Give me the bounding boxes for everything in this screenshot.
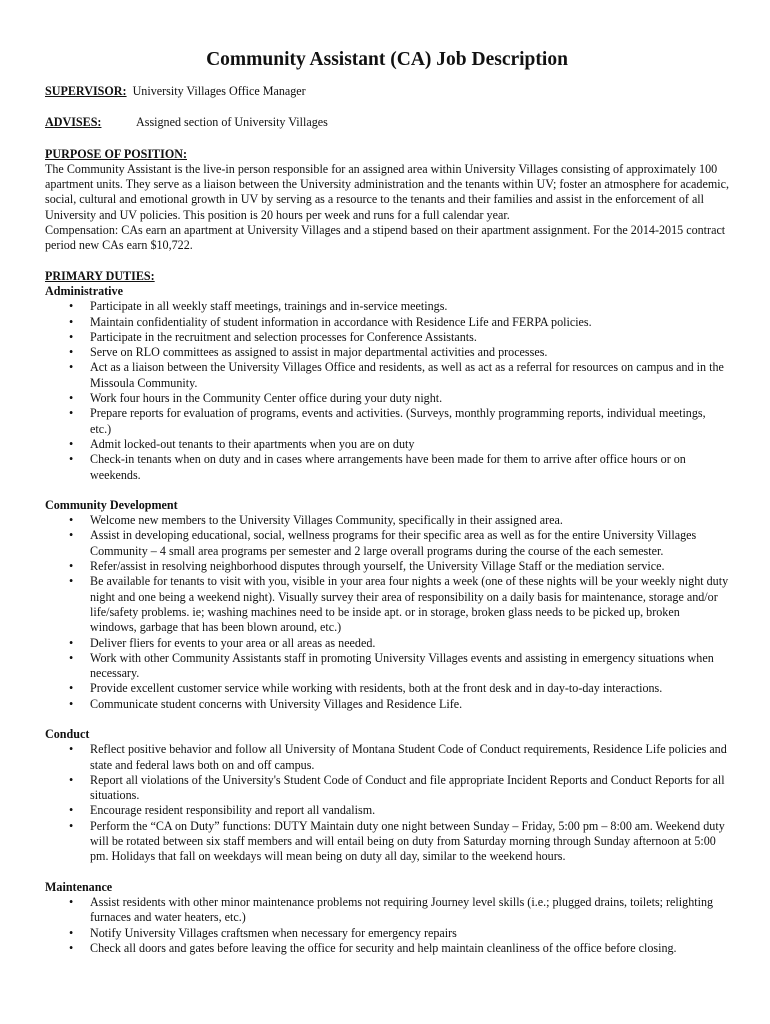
list-item: • Admit locked-out tenants to their apartments when you are on duty — [45, 437, 729, 452]
maintenance-list — [45, 895, 729, 956]
list-item: • Maintain confidentiality of student information in accordance with Residence Life and FERPA policies. — [45, 315, 729, 330]
list-item: • Reflect positive behavior and follow all University of Montana Student Code of Conduct requirements, Residence Life policies and state and federal laws both on and off campus. — [45, 742, 729, 773]
community-development-title: Community Development — [45, 497, 178, 512]
list-item: • Serve on RLO committees as assigned to assist in major departmental activities and processes. — [45, 345, 729, 360]
list-item: • Perform the “CA on Duty” functions: DUTY Maintain duty one night between Sunday – Friday, 5:00 pm – 8:00 am. Weekend duty will be rotated between six staff members and will entail being on duty from Saturday morning through Sunday afternoon at 5:00 pm. Holidays that fall on weekdays will mean being on duty all day, similar to the weekend hours. — [45, 819, 729, 865]
list-item: • Prepare reports for evaluation of programs, events and activities. (Surveys, monthly programming reports, individual meetings, etc.) — [45, 406, 729, 437]
list-item: • Participate in the recruitment and selection processes for Conference Assistants. — [45, 330, 729, 345]
document-page — [45, 48, 729, 971]
supervisor-value: University Villages Office Manager — [132, 84, 306, 98]
administrative-list — [45, 299, 729, 483]
list-item: • Be available for tenants to visit with you, visible in your area four nights a week (one of these nights will be your weekly night duty night and one being a weekend night). Visually survey their area of responsibility on a daily basis for maintenance, storage and/or life/safety problems. ie; washing machines need to be inside apt. or in storage, broken glass needs to be picked up, broken windows, garbage that has been blown around, etc.) — [45, 574, 729, 635]
purpose-body: The Community Assistant is the live-in person responsible for an assigned area within University Villages consisting of approximately 100 apartment units. They serve as a liaison between the University administration and the tenants within UV; foster an atmosphere for academic, social, cultural and emotional growth in UV by serving as a resource to the tenants and their families and assist in the enforcement of all University and UV policies. This position is 20 hours per week and runs for a full calendar year. — [45, 161, 729, 222]
supervisor-field — [45, 84, 729, 99]
document-title: Community Assistant (CA) Job Description — [206, 49, 568, 70]
advises-field — [45, 115, 729, 130]
list-item: • Participate in all weekly staff meetings, trainings and in-service meetings. — [45, 299, 729, 314]
list-item: • Assist in developing educational, social, wellness programs for their specific area as well as for the entire University Villages Community – 4 small area programs per semester and 2 large overall programs during the course of the each semester. — [45, 528, 729, 559]
list-item: • Act as a liaison between the University Villages Office and residents, as well as act as a referral for resources on campus and in the Missoula Community. — [45, 360, 729, 391]
conduct-list — [45, 742, 729, 864]
administrative-title: Administrative — [45, 283, 123, 298]
primary-duties-heading: PRIMARY DUTIES: — [45, 268, 155, 283]
list-item: • Refer/assist in resolving neighborhood disputes through yourself, the University Village Staff or the mediation service. — [45, 559, 729, 574]
advises-label: ADVISES: — [45, 115, 102, 130]
maintenance-section — [45, 880, 729, 956]
community-development-list — [45, 513, 729, 712]
compensation-text: Compensation: CAs earn an apartment at University Villages and a stipend based on their apartment assignment. For the 2014-2015 contract period new CAs earn $10,722. — [45, 223, 726, 253]
list-item: • Work four hours in the Community Center office during your duty night. — [45, 391, 729, 406]
list-item: • Welcome new members to the University Villages Community, specifically in their assigned area. — [45, 513, 729, 528]
maintenance-title: Maintenance — [45, 879, 113, 894]
conduct-section — [45, 727, 729, 865]
list-item: • Check all doors and gates before leaving the office for security and help maintain cleanliness of the office before closing. — [45, 941, 729, 956]
conduct-title: Conduct — [45, 726, 90, 741]
list-item: • Check-in tenants when on duty and in cases where arrangements have been made for them to arrive after office hours or on weekends. — [45, 452, 729, 483]
community-development-section — [45, 498, 729, 712]
administrative-section — [45, 284, 729, 483]
purpose-section — [45, 147, 729, 254]
list-item: • Assist residents with other minor maintenance problems not requiring Journey level skills (i.e.; plugged drains, toilets; relighting furnaces and water heaters, etc.) — [45, 895, 729, 926]
list-item: • Notify University Villages craftsmen when necessary for emergency repairs — [45, 926, 729, 941]
list-item: • Communicate student concerns with University Villages and Residence Life. — [45, 697, 729, 712]
advises-value: Assigned section of University Villages — [136, 115, 328, 130]
purpose-heading: PURPOSE OF POSITION: — [45, 146, 188, 161]
supervisor-label: SUPERVISOR: — [45, 84, 127, 98]
list-item: • Work with other Community Assistants staff in promoting University Villages events and assisting in emergency situations when necessary. — [45, 651, 729, 682]
list-item: • Provide excellent customer service while working with residents, both at the front desk and in day-to-day interactions. — [45, 681, 729, 696]
list-item: • Deliver fliers for events to your area or all areas as needed. — [45, 636, 729, 651]
list-item: • Encourage resident responsibility and report all vandalism. — [45, 803, 729, 818]
list-item: • Report all violations of the University's Student Code of Conduct and file appropriate Incident Reports and Conduct Reports for all situations. — [45, 773, 729, 804]
